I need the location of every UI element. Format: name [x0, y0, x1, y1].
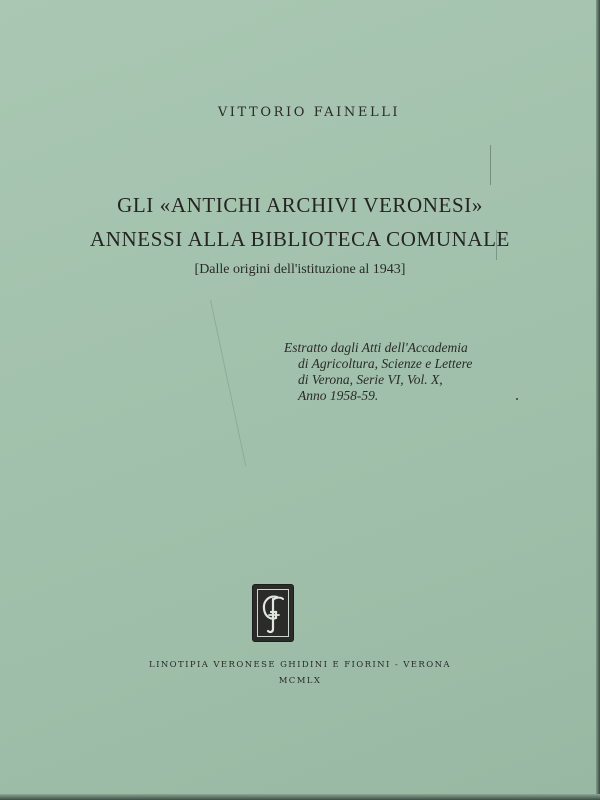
extract-line: di Agricoltura, Scienze e Lettere [298, 356, 473, 371]
publisher-logo [253, 585, 293, 641]
publisher-monogram-icon [257, 591, 289, 635]
title-line-1: GLI «ANTICHI ARCHIVI VERONESI» [117, 193, 483, 217]
printer-imprint: LINOTIPIA VERONESE GHIDINI E FIORINI - VERONA [149, 660, 451, 670]
extract-note [284, 340, 564, 404]
paper-crease [210, 300, 246, 466]
extract-line: Estratto dagli Atti dell'Accademia [284, 340, 468, 355]
title-line-2: ANNESSI ALLA BIBLIOTECA COMUNALE [90, 227, 510, 251]
author-name: VITTORIO FAINELLI [217, 105, 401, 120]
publication-year: MCMLX [278, 676, 322, 686]
extract-line: di Verona, Serie VI, Vol. X, [298, 372, 443, 387]
subtitle: [Dalle origini dell'istituzione al 1943] [194, 262, 406, 277]
extract-line: Anno 1958-59. [298, 388, 379, 403]
paper-mark [490, 145, 491, 185]
paper-edge-bottom [0, 794, 600, 800]
paper-edge-right [596, 0, 600, 800]
